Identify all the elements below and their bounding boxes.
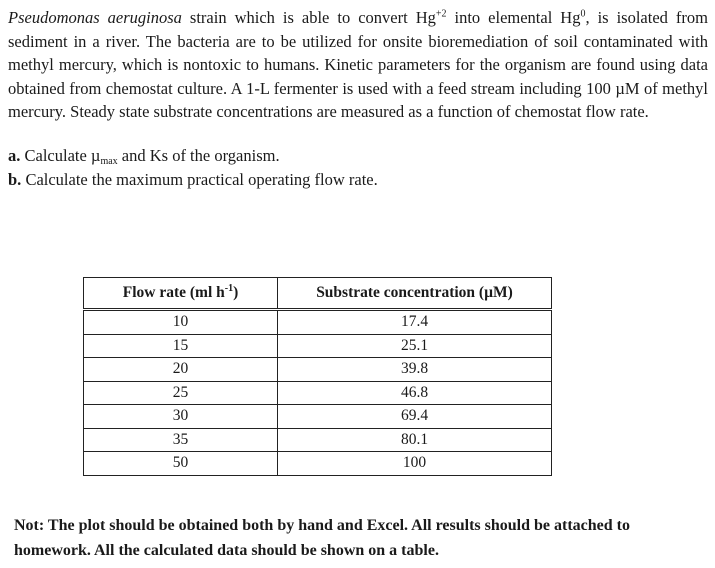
header-substrate-concentration: Substrate concentration (µM) (278, 278, 552, 310)
table-row (84, 310, 552, 335)
intro-text-2: into elemental Hg (446, 8, 581, 27)
table-row (84, 405, 552, 429)
intro-text-3: , is isolated from sediment in a river. The bacteria are to be utilized for onsite bioremediation of soil contaminated with methyl mercury, which is nontoxic to humans. Kinetic parameters for the organism are found using data obtained from chemostat culture. A 1-L fermenter is used with a feed stream including 100 µM of methyl mercury. Steady state substrate concentrations are measured as a function of chemostat flow rate. (8, 8, 708, 121)
data-table (83, 277, 552, 476)
header-flow-rate: Flow rate (ml $h^{-1}$) (84, 278, 278, 310)
flow-cell: 30 (84, 405, 278, 429)
question-b (8, 168, 708, 192)
flow-cell: 35 (84, 428, 278, 452)
flow-cell: 15 (84, 334, 278, 358)
table-row (84, 334, 552, 358)
conc-cell: 100 (278, 452, 552, 476)
question-a-text-before: Calculate µ (20, 145, 101, 165)
flow-cell: 25 (84, 381, 278, 405)
conc-cell: 69.4 (278, 405, 552, 429)
flow-cell: 20 (84, 358, 278, 382)
conc-cell: 25.1 (278, 334, 552, 358)
problem-statement (8, 6, 708, 192)
intro-text-1: strain which is able to convert Hg (181, 8, 436, 27)
question-a (8, 144, 708, 168)
table-row (84, 452, 552, 476)
flow-cell: 10 (84, 310, 278, 335)
question-b-letter: b. (8, 169, 22, 189)
table-row (84, 381, 552, 405)
homework-note: Not: The plot should be obtained both by hand and Excel. All results should be attached to homework. All the calculated data should be shown on a table. (14, 517, 630, 559)
question-b-text: Calculate the maximum practical operating flow rate. (21, 169, 378, 189)
conc-cell: 80.1 (278, 428, 552, 452)
flow-cell: 50 (84, 452, 278, 476)
intro-paragraph (8, 6, 708, 124)
question-a-letter: a. (8, 145, 21, 165)
elemental-superscript: 0 (580, 8, 586, 20)
table-row (84, 428, 552, 452)
table-row (84, 358, 552, 382)
conc-cell: 17.4 (278, 310, 552, 335)
mu-max-subscript: max (100, 155, 118, 167)
table-header-row (84, 278, 552, 310)
question-list (8, 144, 708, 192)
organism-name: Pseudomonas aeruginosa (8, 8, 182, 27)
question-a-text-after: and Ks of the organism. (117, 145, 280, 165)
conc-cell: 39.8 (278, 358, 552, 382)
ion-charge: +2 (435, 8, 447, 20)
conc-cell: 46.8 (278, 381, 552, 405)
